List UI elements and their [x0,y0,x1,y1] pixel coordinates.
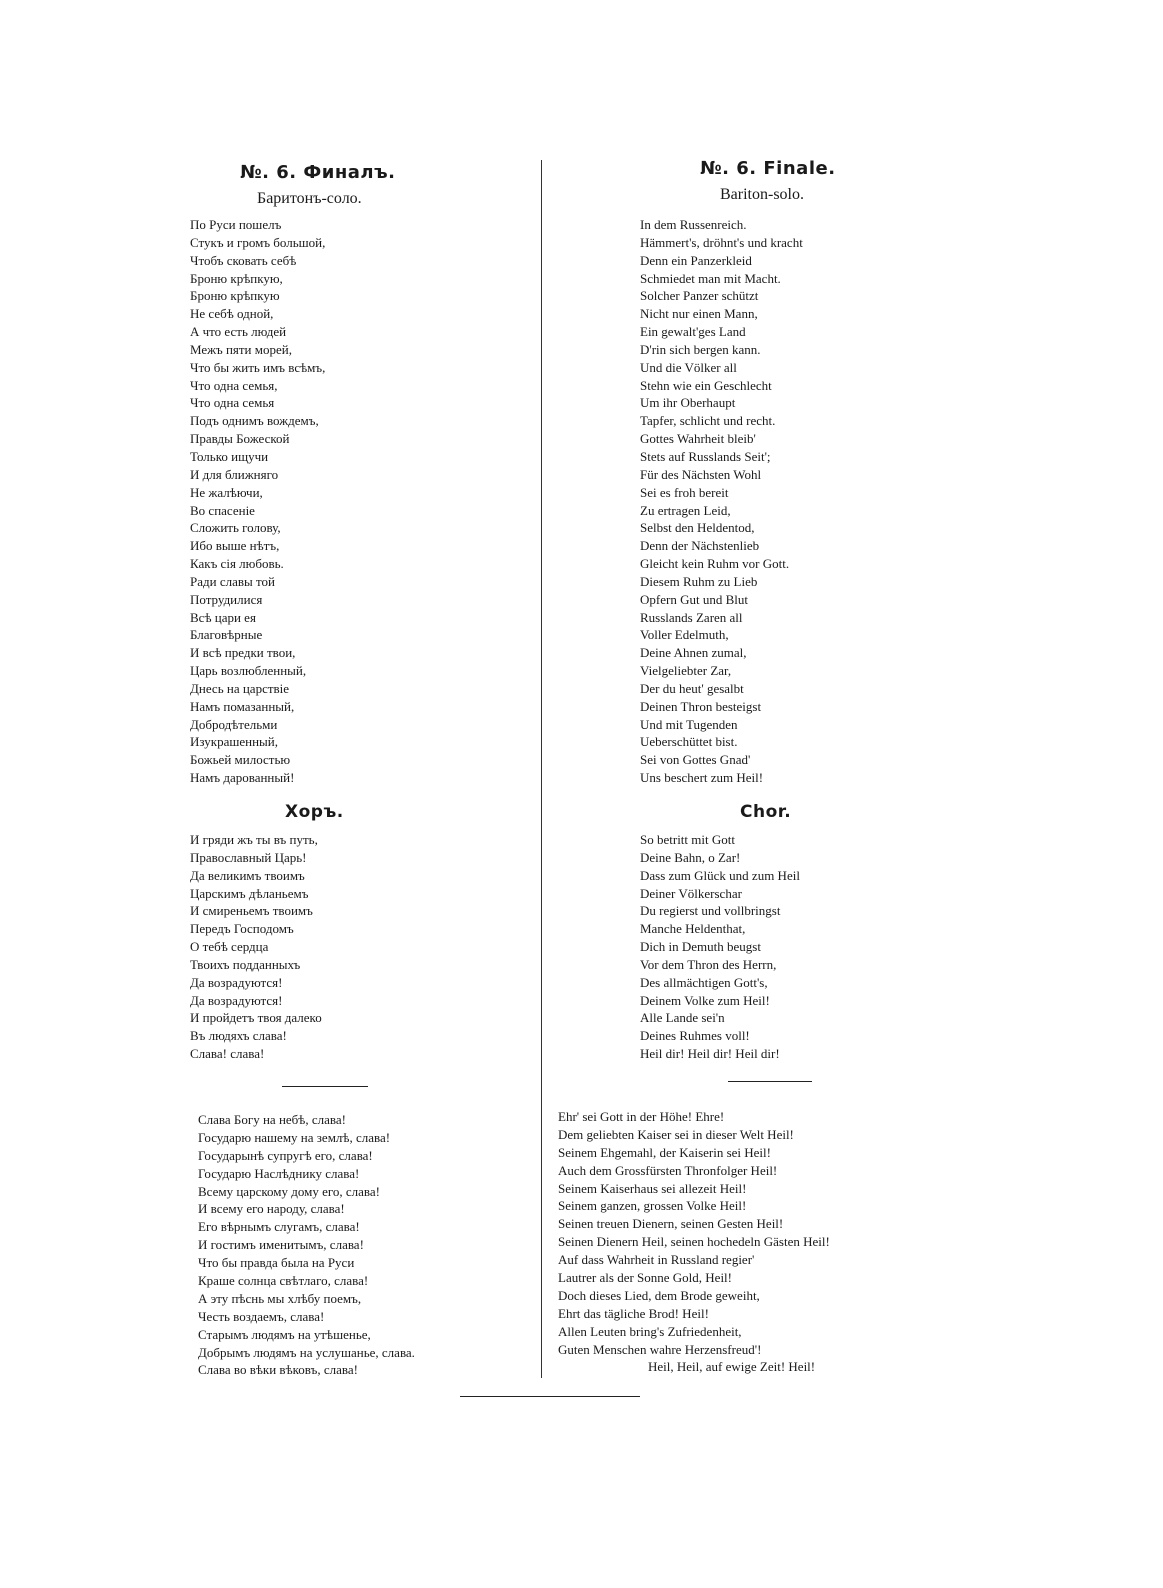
german-section-rule [728,1081,812,1082]
lyric-line: Да великимъ твоимъ [190,867,305,883]
lyric-line: D'rin sich bergen kann. [640,341,761,357]
lyric-line: Потрудилися [190,591,263,607]
lyric-line: Opfern Gut und Blut [640,591,748,607]
lyric-line: Um ihr Oberhaupt [640,395,736,411]
lyric-line: Seinem ganzen, grossen Volke Heil! [558,1198,747,1214]
lyric-line: Dass zum Glück und zum Heil [640,867,800,883]
lyric-line: Dem geliebten Kaiser sei in dieser Welt Heil! [558,1126,794,1142]
lyric-line: Слава Богу на небѣ, слава! [198,1112,346,1127]
lyric-line: Чтобъ сковать себѣ [190,252,297,268]
lyric-line: Voller Edelmuth, [640,627,729,643]
russian-chorus-title: Хоръ. [285,802,344,822]
lyric-line: Не себѣ одной, [190,306,274,322]
lyric-line: Heil, Heil, auf ewige Zeit! Heil! [648,1359,816,1375]
lyric-line: И смиреньемъ твоимъ [190,903,313,919]
lyric-line: In dem Russenreich. [640,217,747,232]
lyric-line: Да возрадуются! [190,992,283,1008]
lyric-line: Подъ однимъ вождемъ, [190,413,319,429]
lyric-line: Всему царскому дому его, слава! [198,1183,380,1199]
lyric-line: Честь воздаемъ, слава! [198,1308,325,1324]
lyric-line: Seinem Kaiserhaus sei allezeit Heil! [558,1180,747,1196]
german-chorus-lines [640,831,980,1063]
lyric-line: Ein gewalt'ges Land [640,324,746,340]
lyric-line: Стукъ и громъ большой, [190,234,326,250]
lyric-line: Что бы жить имъ всѣмъ, [190,359,326,375]
lyric-line: Всѣ цари ея [190,609,256,625]
lyric-line: Zu ertragen Leid, [640,502,731,518]
german-final-block [558,1108,918,1376]
lyric-line: И гряди жъ ты въ путь, [190,832,318,847]
lyric-line: Für des Nächsten Wohl [640,466,762,482]
lyric-line: Deine Ahnen zumal, [640,645,747,661]
russian-final-lines [198,1111,528,1379]
lyric-line: Слава во вѣки вѣковъ, слава! [198,1362,358,1378]
lyric-line: Добродѣтельми [190,716,278,732]
lyric-line: А эту пѣснь мы хлѣбу поемъ, [198,1290,362,1306]
lyric-line: Добрымъ людямъ на услушанье, слава. [198,1344,415,1360]
lyric-line: Auch dem Grossfürsten Thronfolger Heil! [558,1162,778,1178]
german-column [640,156,980,1063]
lyric-line: Deinen Thron besteigst [640,698,762,714]
lyric-line: Deinem Volke zum Heil! [640,992,770,1008]
lyric-line: Alle Lande sei'n [640,1010,725,1026]
lyric-line: Царь возлюбленный, [190,663,307,679]
lyric-line: Seinen Dienern Heil, seinen hochedeln Gästen Heil! [558,1234,830,1250]
lyric-line: Und die Völker all [640,359,737,375]
lyric-line: Да возрадуются! [190,974,283,990]
lyric-line: И для ближняго [190,466,279,482]
lyric-line: Твоихъ подданныхъ [190,956,301,972]
lyric-line: Что одна семья, [190,377,278,393]
russian-section-rule [282,1086,368,1087]
lyric-line: Vor dem Thron des Herrn, [640,956,777,972]
german-subtitle: Bariton-solo. [720,186,804,203]
lyric-line: Божьей милостью [190,752,291,768]
lyric-line: Старымъ людямъ на утѣшенье, [198,1326,371,1342]
lyric-line: Stehn wie ein Geschlecht [640,377,772,393]
russian-final-block [198,1111,528,1379]
lyric-line: Stets auf Russlands Seit'; [640,448,771,464]
lyric-line: Allen Leuten bring's Zufriedenheit, [558,1323,742,1339]
lyric-line: Межъ пяти морей, [190,341,292,357]
lyric-line: Doch dieses Lied, dem Brode geweiht, [558,1287,760,1303]
lyric-line: Russlands Zaren all [640,609,743,625]
lyric-line: Передъ Господомъ [190,921,294,937]
german-solo-lines [640,216,980,787]
lyric-line: Deine Bahn, o Zar! [640,849,741,865]
lyric-line: Не жалѣючи, [190,484,263,500]
lyric-line: Sei von Gottes Gnad' [640,752,751,768]
lyric-line: Днесь на царствіе [190,680,290,696]
lyric-line: Государю нашему на землѣ, слава! [198,1129,391,1145]
lyric-line: So betritt mit Gott [640,832,735,847]
german-final-lines [558,1108,918,1376]
lyric-line: Diesem Ruhm zu Lieb [640,573,758,589]
russian-title: №. 6. Финалъ. [240,162,396,183]
lyric-line: Благовѣрные [190,627,263,643]
lyric-line: По Руси пошелъ [190,217,282,232]
lyric-line: Schmiedet man mit Macht. [640,270,781,286]
lyric-line: Какъ сія любовь. [190,556,284,572]
lyric-line: Царскимъ дѣланьемъ [190,885,309,901]
lyric-line: Государю Наслѣднику слава! [198,1165,360,1181]
lyric-line: Hämmert's, dröhnt's und kracht [640,234,803,250]
russian-column [190,160,550,1063]
lyric-line: Государынѣ супругѣ его, слава! [198,1147,373,1163]
lyric-line: Uns beschert zum Heil! [640,770,764,786]
lyric-line: И всѣ предки твои, [190,645,296,661]
lyric-line: Lautrer als der Sonne Gold, Heil! [558,1270,733,1286]
lyric-line: Его вѣрнымъ слугамъ, слава! [198,1219,360,1235]
lyric-line: Ehrt das tägliche Brod! Heil! [558,1305,709,1321]
russian-chorus-lines [190,831,550,1063]
russian-subtitle: Баритонъ-соло. [257,190,362,207]
lyric-line: Сложить голову, [190,520,281,536]
lyric-line: Auf dass Wahrheit in Russland regier' [558,1252,755,1268]
lyric-line: И пройдетъ твоя далеко [190,1010,322,1026]
lyric-line: Краше солнца свѣтлаго, слава! [198,1273,369,1289]
german-chorus-title: Chor. [740,802,792,822]
lyric-line: Намъ дарованный! [190,770,295,786]
lyric-line: Gottes Wahrheit bleib' [640,431,756,447]
page-bottom-rule [460,1396,640,1397]
lyric-line: Броню крѣпкую [190,288,280,304]
lyric-line: Ehr' sei Gott in der Höhe! Ehre! [558,1109,725,1124]
lyric-line: Du regierst und vollbringst [640,903,781,919]
lyric-line: И гостимъ именитымъ, слава! [198,1237,364,1253]
lyric-line: Und mit Tugenden [640,716,738,732]
lyric-line: Ради славы той [190,573,275,589]
lyric-line: Nicht nur einen Mann, [640,306,758,322]
lyric-line: Что бы правда была на Руси [198,1255,355,1271]
lyric-line: Sei es froh bereit [640,484,729,500]
lyric-line: Deines Ruhmes voll! [640,1028,750,1044]
lyric-line: Manche Heldenthat, [640,921,746,937]
lyric-line: Ибо выше нѣтъ, [190,538,280,554]
lyric-line: Броню крѣпкую, [190,270,283,286]
lyric-line: Heil dir! Heil dir! Heil dir! [640,1046,780,1062]
lyric-line: Seinem Ehgemahl, der Kaiserin sei Heil! [558,1144,771,1160]
lyric-line: Selbst den Heldentod, [640,520,755,536]
lyric-line: Denn ein Panzerkleid [640,252,752,268]
lyric-line: Православный Царь! [190,849,307,865]
lyric-line: Der du heut' gesalbt [640,680,744,696]
lyric-line: Guten Menschen wahre Herzensfreud'! [558,1341,762,1357]
lyric-line: Намъ помазанный, [190,698,295,714]
lyric-line: О тебѣ сердца [190,939,269,955]
russian-solo-lines [190,216,550,787]
lyric-line: Tapfer, schlicht und recht. [640,413,776,429]
lyric-line: Правды Божеской [190,431,290,447]
lyric-line: Des allmächtigen Gott's, [640,974,768,990]
lyric-line: И всему его народу, слава! [198,1201,345,1217]
lyric-line: Во спасеніе [190,502,255,518]
lyric-line: Изукрашенный, [190,734,278,750]
lyric-line: Deiner Völkerschar [640,885,742,901]
lyric-line: Только ищучи [190,448,269,464]
lyric-line: А что есть людей [190,324,287,340]
german-title: №. 6. Finale. [700,158,836,179]
lyric-line: Dich in Demuth beugst [640,939,761,955]
lyric-line: Ueberschüttet bist. [640,734,738,750]
lyric-line: Что одна семья [190,395,275,411]
lyric-line: Въ людяхъ слава! [190,1028,287,1044]
lyric-line: Solcher Panzer schützt [640,288,759,304]
lyric-line: Vielgeliebter Zar, [640,663,732,679]
lyric-line: Слава! слава! [190,1046,265,1062]
lyric-line: Denn der Nächstenlieb [640,538,760,554]
lyric-line: Gleicht kein Ruhm vor Gott. [640,556,790,572]
lyric-line: Seinen treuen Dienern, seinen Gesten Heil! [558,1216,784,1232]
